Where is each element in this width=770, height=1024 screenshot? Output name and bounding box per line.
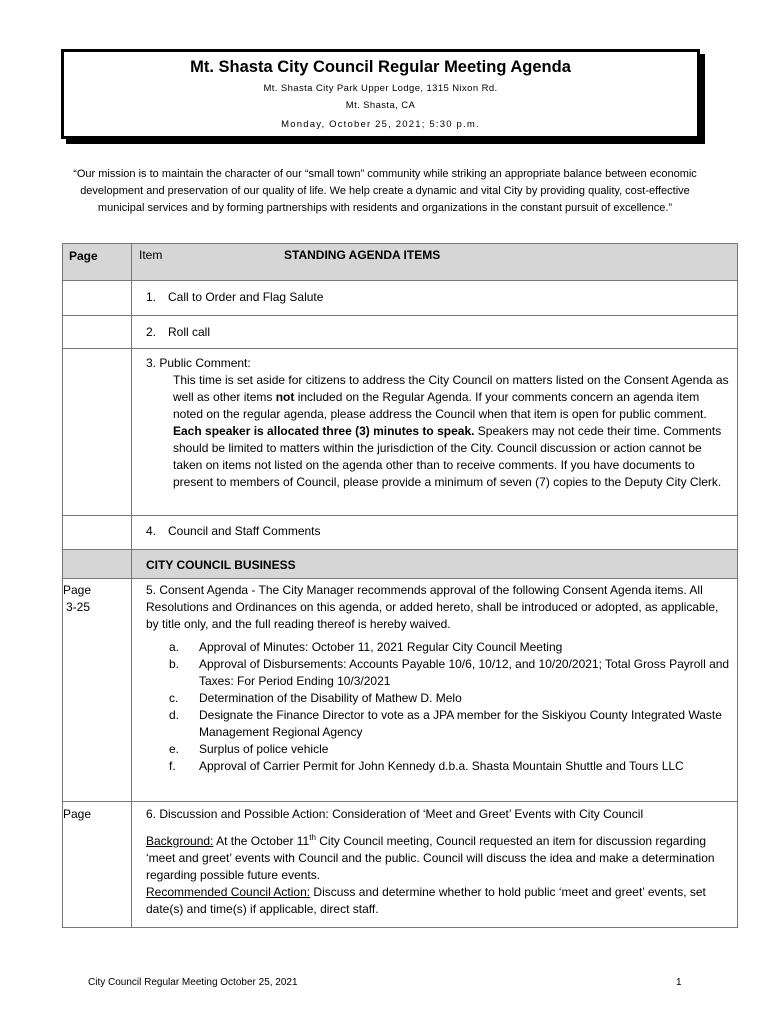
consent-item-text: Designate the Finance Director to vote as a JPA member for the Siskiyou County Integrated Waste Management Regional Agency — [199, 708, 722, 739]
page-cell — [63, 802, 132, 928]
meeting-location: Mt. Shasta City Park Upper Lodge, 1315 Nixon Rd. — [263, 83, 498, 94]
item-cell — [132, 349, 738, 516]
table-header-row — [63, 244, 738, 281]
item-cell — [132, 550, 738, 579]
public-comment-label: 3. Public Comment: — [146, 356, 251, 370]
section-header-row — [63, 550, 738, 579]
page-cell — [63, 550, 132, 579]
meeting-city: Mt. Shasta, CA — [345, 100, 416, 111]
consent-item — [146, 656, 731, 690]
page-range: 3-25 — [66, 600, 91, 614]
consent-item-letter: c. — [169, 691, 179, 705]
item-number: 2. — [146, 325, 157, 339]
consent-item-letter: b. — [169, 657, 180, 671]
footer-meeting-label: City Council Regular Meeting October 25, 2021 — [88, 977, 298, 988]
table-row — [63, 516, 738, 550]
item-cell — [132, 316, 738, 349]
agenda-header-box — [61, 49, 700, 139]
page-cell — [63, 516, 132, 550]
standing-items-heading: STANDING AGENDA ITEMS — [284, 248, 441, 262]
agenda-title: Mt. Shasta City Council Regular Meeting Agenda — [190, 58, 571, 76]
table-row — [63, 802, 738, 928]
page-label: Page — [63, 807, 92, 821]
footer-page-number: 1 — [676, 977, 682, 988]
consent-agenda-list — [146, 639, 731, 775]
consent-item — [146, 741, 731, 758]
item-column-label: Item — [139, 248, 163, 262]
item-number: 1. — [146, 290, 157, 304]
item-cell — [132, 516, 738, 550]
consent-item — [146, 639, 731, 656]
city-council-business-heading: CITY COUNCIL BUSINESS — [146, 558, 296, 572]
item-number: 4. — [146, 524, 157, 538]
consent-item-letter: d. — [169, 708, 180, 722]
item-call-to-order: Call to Order and Flag Salute — [168, 290, 324, 304]
page-label: Page — [63, 583, 92, 597]
consent-agenda-intro: 5. Consent Agenda - The City Manager recommends approval of the following Consent Agenda items. All Resolutions and Ordinances on this agenda, or added hereto, shall be introduced or adopted, as applicable, by title only, and the full reading thereof is hereby waived. — [146, 583, 719, 631]
consent-item-text: Approval of Carrier Permit for John Kennedy d.b.a. Shasta Mountain Shuttle and Tours LLC — [199, 759, 684, 773]
meeting-datetime: Monday, October 25, 2021; 5:30 p.m. — [281, 119, 480, 130]
item-cell — [132, 579, 738, 802]
consent-item-text: Approval of Minutes: October 11, 2021 Regular City Council Meeting — [199, 640, 563, 654]
item-cell — [132, 281, 738, 316]
page-cell — [63, 316, 132, 349]
table-row — [63, 349, 738, 516]
agenda-table — [62, 243, 738, 928]
table-row — [63, 316, 738, 349]
mission-statement: “Our mission is to maintain the character of our “small town” community while striking an appropriate balance between economic development and preservation of our quality of life. We help create a dynamic and vital City by providing quality, cost-effective municipal services and by forming partnerships with residents and organizations in the constant pursuit of excellence.” — [73, 168, 697, 214]
item-cell — [132, 802, 738, 928]
consent-item-text: Approval of Disbursements: Accounts Payable 10/6, 10/12, and 10/20/2021; Total Gross Payroll and Taxes: For Period Ending 10/3/2021 — [199, 657, 730, 688]
consent-item-letter: e. — [169, 742, 180, 756]
consent-item — [146, 690, 731, 707]
recommended-action-paragraph: Recommended Council Action: Discuss and determine whether to hold public ‘meet and greet’ events, set date(s) and time(s) if applicable, direct staff. — [146, 885, 706, 916]
consent-item-text: Surplus of police vehicle — [199, 742, 329, 756]
page-column-header: Page — [63, 244, 132, 281]
consent-item-text: Determination of the Disability of Mathew D. Melo — [199, 691, 462, 705]
item-column-header — [132, 244, 738, 281]
consent-item-letter: a. — [169, 640, 180, 654]
consent-item — [146, 707, 731, 741]
consent-item-letter: f. — [169, 759, 176, 773]
item-council-comments: Council and Staff Comments — [168, 524, 321, 538]
table-row — [63, 281, 738, 316]
discussion-item-title: 6. Discussion and Possible Action: Consideration of ‘Meet and Greet’ Events with City Council — [146, 807, 644, 821]
table-row — [63, 579, 738, 802]
consent-item — [146, 758, 731, 775]
page-cell — [63, 349, 132, 516]
background-paragraph: Background: At the October 11th City Council meeting, Council requested an item for discussion regarding ‘meet and greet’ events with Council and the public. Council will discuss the idea and make a determination regarding possible future events. — [146, 833, 715, 882]
page-cell — [63, 281, 132, 316]
item-roll-call: Roll call — [168, 325, 211, 339]
page-cell — [63, 579, 132, 802]
public-comment-text: This time is set aside for citizens to address the City Council on matters listed on the Consent Agenda as well as other items not included on the Regular Agenda. If your comments concern an agenda item noted on the regular agenda, please address the Council when that item is open for public comment. Each speaker is allocated three (3) minutes to speak. Speakers may not cede their time. Comments should be limited to matters within the jurisdiction of the City. Council discussion or action cannot be taken on items not listed on the agenda other than to receive comments. If you have documents to present to members of Council, please provide a minimum of seven (7) copies to the Deputy City Clerk. — [173, 373, 729, 489]
